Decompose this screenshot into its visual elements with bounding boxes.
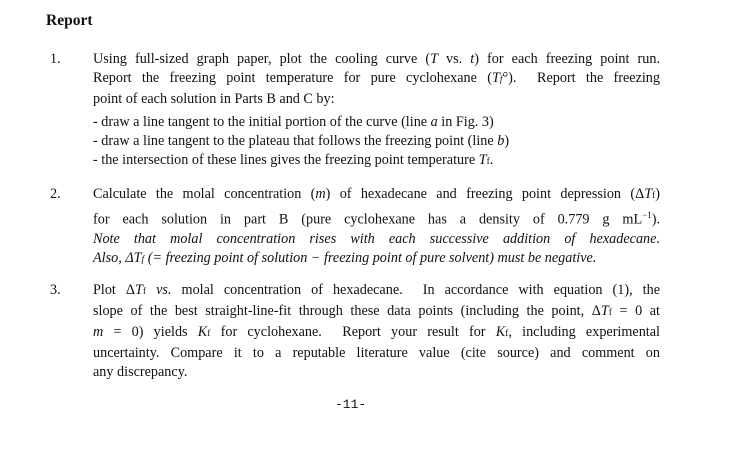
report-heading: Report (46, 12, 93, 29)
item-2-line-4: Also, ΔTf (= freezing point of solution − freezing point of pure solvent) must be negative. (93, 249, 597, 266)
item-number: 3. (50, 282, 61, 298)
item-3-line-1: Plot ΔTf vs. molal concentration of hexadecane. In accordance with equation (1), the (93, 282, 660, 298)
item-3-line-3: m = 0) yields Kf for cyclohexane. Report your result for Kf, including experimental (93, 324, 660, 340)
item-body (93, 281, 660, 382)
item-3-line-4: uncertainty. Compare it to a reputable literature value (cite source) and comment on (93, 345, 660, 361)
page-number: -11- (335, 397, 367, 412)
item-2-line-1: Calculate the molal concentration (m) of hexadecane and freezing point depression (ΔTf) (93, 186, 660, 202)
item-2-line-3: Note that molal concentration rises with each successive addition of hexadecane. (93, 230, 660, 247)
item-2-line-2: for each solution in part B (pure cyclohexane has a density of 0.779 g $mL^{-1}$). (93, 210, 660, 228)
item-body (93, 50, 660, 172)
item-number: 2. (50, 186, 61, 202)
bullet-tangent-plateau: - draw a line tangent to the plateau that follows the freezing point (line b) (93, 133, 510, 149)
item-number: 1. (50, 51, 61, 67)
item-1-line-1: Using full-sized graph paper, plot the cooling curve (T vs. t) for each freezing point run. (93, 51, 660, 67)
item-1-line-3: point of each solution in Parts B and C by: (93, 91, 335, 107)
bullet-intersection: - the intersection of these lines gives the freezing point temperature Tf. (93, 152, 494, 168)
item-1-line-2: Report the freezing point temperature for pure cyclohexane (Tf°). Report the freezing (93, 70, 660, 86)
item-3-line-5: any discrepancy. (93, 364, 188, 380)
item-body (93, 185, 660, 270)
bullet-tangent-initial: - draw a line tangent to the initial portion of the curve (line a in Fig. 3) (93, 114, 494, 130)
item-3-line-2: slope of the best straight-line-fit through these data points (including the point, ΔTf = 0 at (93, 303, 660, 319)
